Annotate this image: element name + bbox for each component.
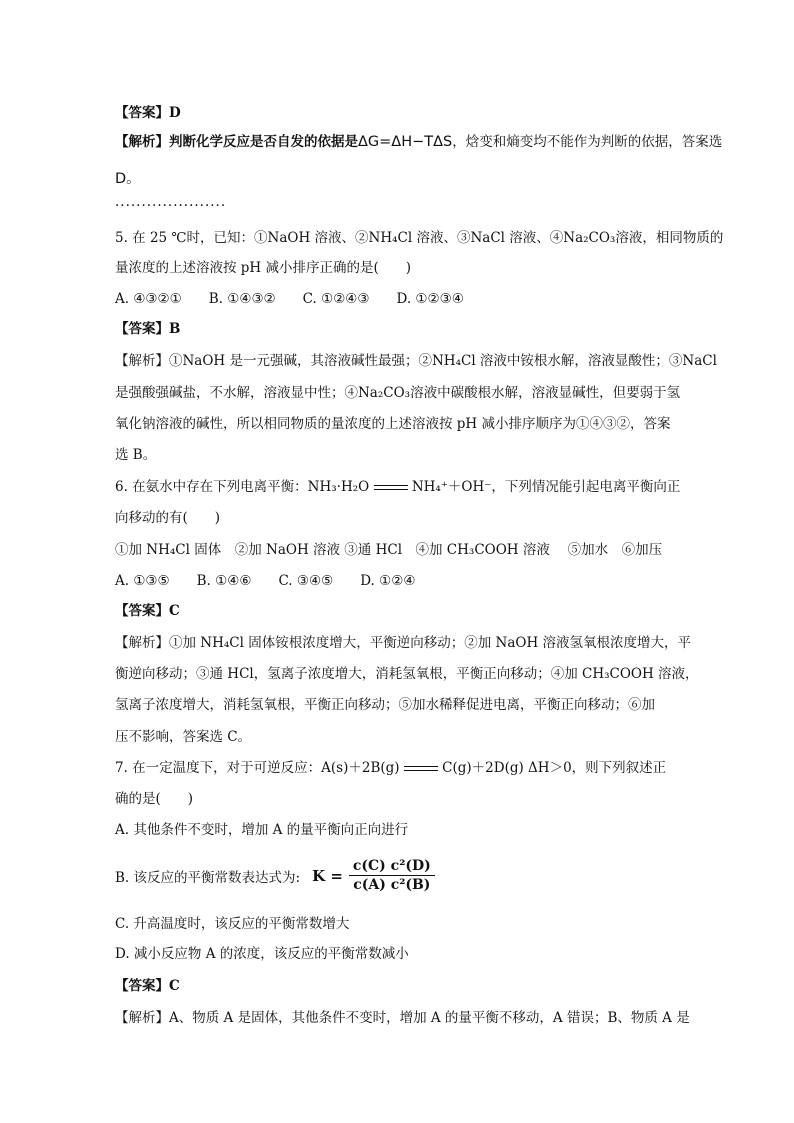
option-a: A. 其他条件不变时，增加 A 的量平衡向正向进行	[115, 822, 409, 838]
analysis-end: D。	[115, 171, 141, 187]
question-7-stem-cont: 确的是( )	[115, 791, 194, 807]
equation-right: NH₄⁺＋OH⁻，下列情况能引起电离平衡向正	[411, 479, 681, 495]
answer-label: 【答案】C	[115, 603, 180, 619]
dotted-separator: ·····················	[115, 198, 227, 214]
answer-label: 【答案】D	[115, 105, 181, 121]
analysis-text: 衡逆向移动；③通 HCl，氢离子浓度增大，消耗氢氧根，平衡正向移动；④加 CH₃COOH 溶液，	[115, 666, 699, 682]
analysis-text: 【解析】判断化学反应是否自发的依据是	[115, 134, 358, 150]
equilibrium-arrow-icon	[404, 764, 438, 774]
analysis-text: 【解析】①NaOH 是一元强碱，其溶液碱性最强；②NH₄Cl 溶液中铵根水解，溶液显酸性；③NaCl	[115, 353, 717, 369]
analysis-text: 压不影响，答案选 C。	[115, 729, 252, 745]
gibbs-formula: ΔG=ΔH−TΔS	[358, 134, 453, 150]
reaction-right: C(g)＋2D(g) ΔH＞0，则下列叙述正	[442, 760, 667, 776]
analysis-line	[115, 132, 722, 152]
analysis-text: 【解析】A、物质 A 是固体，其他条件不变时，增加 A 的量平衡不移动，A 错误；B、物质 A 是	[115, 1010, 690, 1026]
analysis-text: 氢离子浓度增大，消耗氢氧根，平衡正向移动；⑤加水稀释促进电离，平衡正向移动；⑥加	[115, 697, 655, 713]
option-c: C. 升高温度时，该反应的平衡常数增大	[115, 916, 350, 932]
question-6-stem	[115, 477, 680, 497]
option-b	[115, 858, 435, 893]
analysis-text: 氧化钠溶液的碱性，所以相同物质的量浓度的上述溶液按 pH 减小排序顺序为①④③②，答案	[115, 416, 671, 432]
option-d: D. 减小反应物 A 的浓度，该反应的平衡常数减小	[115, 946, 409, 962]
analysis-text: 选 B。	[115, 447, 157, 463]
question-5-options: A. ④③②① B. ①④③② C. ①②④③ D. ①②③④	[115, 291, 464, 307]
option-b-label: B. 该反应的平衡常数表达式为:	[115, 869, 301, 886]
question-5-stem-cont: 量浓度的上述溶液按 pH 减小排序正确的是( )	[115, 260, 412, 276]
question-5-stem: 5. 在 25 ℃时，已知：①NaOH 溶液、②NH₄Cl 溶液、③NaCl 溶液、④Na₂CO₃溶液，相同物质的	[115, 230, 724, 246]
fraction-numerator: c(C) c²(D)	[349, 858, 435, 876]
equation-left: 6. 在氨水中存在下列电离平衡：NH₃·H₂O	[115, 479, 370, 495]
analysis-text-cont: ，焓变和熵变均不能作为判断的依据，答案选	[452, 134, 723, 150]
question-6-options: A. ①③⑤ B. ①④⑥ C. ③④⑤ D. ①②④	[115, 573, 416, 589]
answer-label: 【答案】B	[115, 321, 181, 337]
question-6-conditions: ①加 NH₄Cl 固体 ②加 NaOH 溶液 ③通 HCl ④加 CH₃COOH 溶液 ⑤加水 ⑥加压	[115, 542, 663, 558]
answer-label: 【答案】C	[115, 978, 180, 994]
question-7-stem	[115, 758, 666, 778]
analysis-text: 【解析】①加 NH₄Cl 固体铵根浓度增大，平衡逆向移动；②加 NaOH 溶液氢氧根浓度增大，平	[115, 635, 692, 651]
reaction-left: 7. 在一定温度下，对于可逆反应：A(s)＋2B(g)	[115, 760, 400, 776]
analysis-text: 是强酸强碱盐，不水解，溶液显中性；④Na₂CO₃溶液中碳酸根水解，溶液显碱性，但要弱于氢	[115, 385, 681, 401]
fraction-denominator: c(A) c²(B)	[353, 877, 431, 893]
equilibrium-constant-fraction	[349, 858, 435, 893]
equilibrium-arrow-icon	[374, 483, 408, 493]
question-6-stem-cont: 向移动的有( )	[115, 510, 221, 526]
equilibrium-constant-symbol: K =	[312, 866, 343, 885]
